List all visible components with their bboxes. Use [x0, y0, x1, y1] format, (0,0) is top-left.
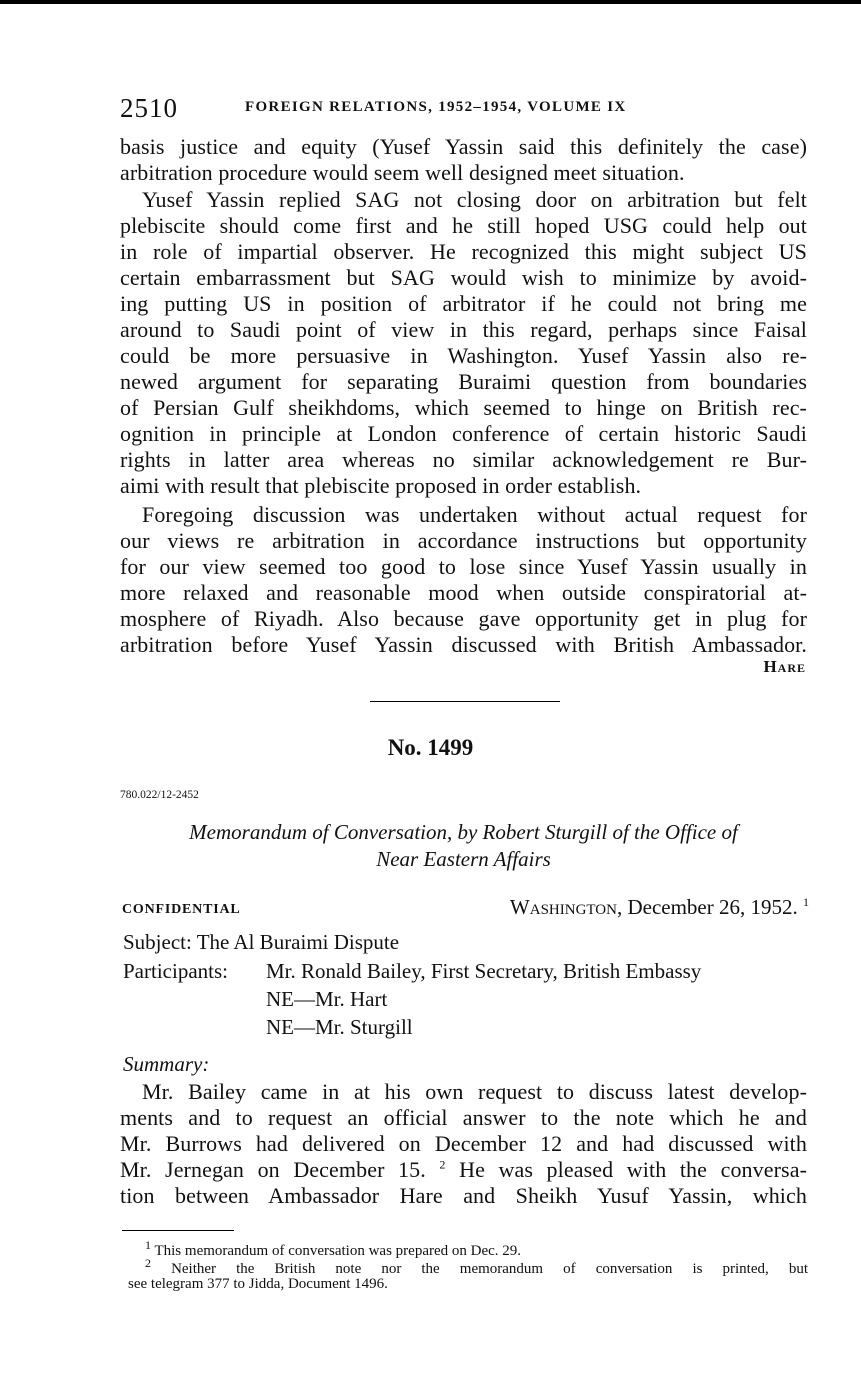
- body-line: ing putting US in position of arbitrator if he could not bring me: [120, 291, 807, 316]
- body-line: more relaxed and reasonable mood when outside conspiratorial at-: [120, 580, 807, 605]
- participant-item: NE—Mr. Sturgill: [266, 1015, 413, 1039]
- body-line: in role of impartial observer. He recognized this might subject US: [120, 239, 807, 264]
- dateline-date: , December 26, 1952.: [616, 895, 798, 919]
- body-line: arbitration procedure would seem well designed meet situation.: [120, 160, 685, 185]
- body-line: could be more persuasive in Washington. Yusef Yassin also re-: [120, 343, 807, 368]
- participant-item: Mr. Ronald Bailey, First Secretary, British Embassy: [266, 959, 702, 983]
- participants-label: Participants:: [123, 959, 228, 983]
- body-text-run: Mr. Jernegan on December 15.: [120, 1157, 426, 1182]
- body-line: arbitration before Yusef Yassin discussed with British Ambassador.: [120, 632, 807, 657]
- page-number: 2510: [120, 93, 178, 123]
- body-text-run: He was pleased with the conversa-: [445, 1157, 807, 1182]
- page-edge-rule: [0, 0, 861, 4]
- footnote-number: 2: [145, 1256, 151, 1270]
- body-line: Yusef Yassin replied SAG not closing door on arbitration but felt: [142, 187, 807, 212]
- body-line: certain embarrassment but SAG would wish to minimize by avoid-: [120, 265, 807, 290]
- participant-item: NE—Mr. Hart: [266, 987, 388, 1011]
- footnote-ref: 1: [803, 895, 809, 909]
- body-line: Mr. Bailey came in at his own request to discuss latest develop-: [142, 1079, 807, 1104]
- body-line: mosphere of Riyadh. Also because gave opportunity get in plug for: [120, 606, 807, 631]
- footnote: [145, 1256, 808, 1278]
- subject-line: Subject: The Al Buraimi Dispute: [123, 930, 400, 954]
- classification-label: CONFIDENTIAL: [122, 902, 241, 917]
- footnote-text: This memorandum of conversation was prepared on Dec. 29.: [151, 1243, 522, 1259]
- footnote-rule: [122, 1230, 234, 1231]
- document-title-line: Near Eastern Affairs: [376, 847, 551, 871]
- document-title-line: Memorandum of Conversation, by Robert Sturgill of the Office of: [189, 820, 738, 844]
- body-line: around to Saudi point of view in this regard, perhaps since Faisal: [120, 317, 807, 342]
- document-number: No. 1499: [387, 735, 474, 760]
- body-line: newed argument for separating Buraimi question from boundaries: [120, 369, 807, 394]
- body-line: [120, 1157, 807, 1183]
- file-reference: 780.022/12-2452: [120, 789, 199, 801]
- footnote-ref: 2: [439, 1157, 446, 1172]
- running-head: FOREIGN RELATIONS, 1952–1954, VOLUME IX: [245, 99, 627, 115]
- summary-label: Summary:: [123, 1052, 210, 1076]
- footnote-text: Neither the British note nor the memorandum of conversation is printed, but: [151, 1261, 808, 1277]
- body-line: tion between Ambassador Hare and Sheikh Yusuf Yassin, which: [120, 1183, 807, 1208]
- body-line: Foregoing discussion was undertaken without actual request for: [142, 502, 807, 527]
- footnote-continuation: see telegram 377 to Jidda, Document 1496.: [128, 1276, 388, 1292]
- dateline: [510, 895, 809, 920]
- signature: Hare: [763, 657, 806, 676]
- body-line: basis justice and equity (Yusef Yassin said this definitely the case): [120, 134, 807, 159]
- footnote-number: 1: [145, 1238, 151, 1252]
- body-line: rights in latter area whereas no similar acknowledgement re Bur-: [120, 447, 807, 472]
- body-line: plebiscite should come first and he still hoped USG could help out: [120, 213, 807, 238]
- body-line: of Persian Gulf sheikhdoms, which seemed to hinge on British rec-: [120, 395, 807, 420]
- body-line: Mr. Burrows had delivered on December 12 and had discussed with: [120, 1131, 807, 1156]
- body-line: our views re arbitration in accordance instructions but opportunity: [120, 528, 807, 553]
- section-divider: [370, 701, 560, 702]
- body-line: ognition in principle at London conference of certain historic Saudi: [120, 421, 807, 446]
- dateline-place: Washington: [509, 895, 617, 919]
- body-line: ments and to request an official answer to the note which he and: [120, 1105, 807, 1130]
- body-line: aimi with result that plebiscite proposed in order establish.: [120, 473, 642, 498]
- body-line: for our view seemed too good to lose since Yusef Yassin usually in: [120, 554, 807, 579]
